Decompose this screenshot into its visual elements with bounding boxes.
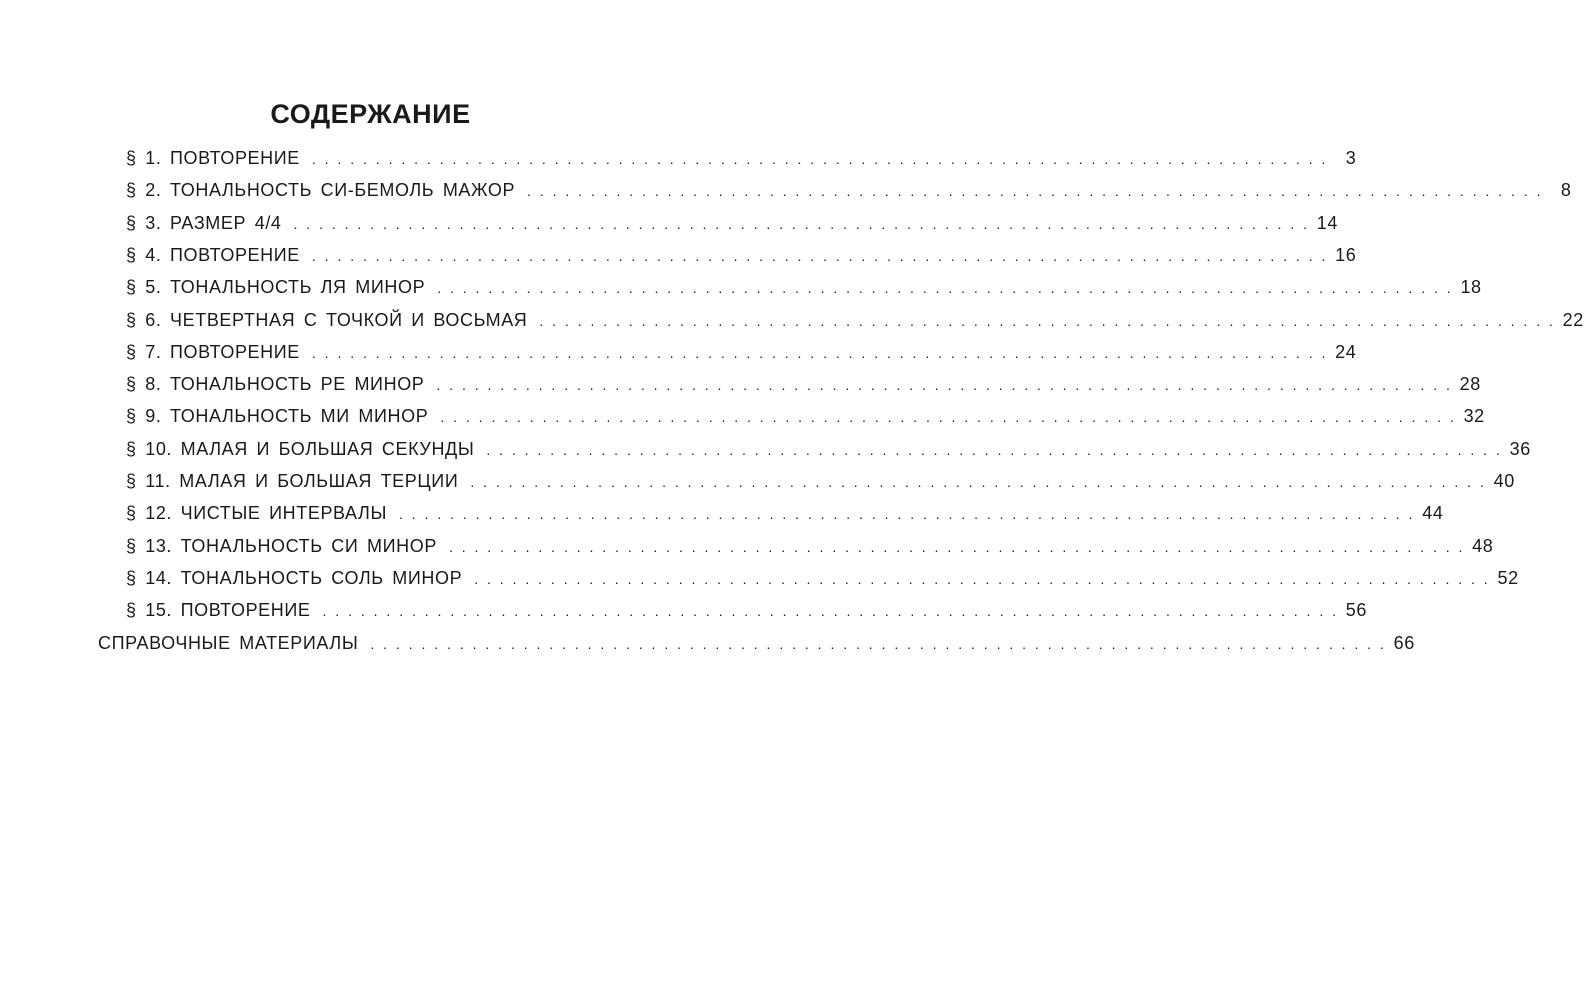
toc-entry-label: § 7. ПОВТОРЕНИЕ [126,341,300,362]
toc-entry-page: 3 [1345,148,1357,168]
toc-entry-page: 8 [1560,180,1572,201]
toc-entry-label: § 3. РАЗМЕР 4/4 [126,212,282,233]
toc-entry-label: § 9. ТОНАЛЬНОСТЬ МИ МИНОР [126,406,429,427]
toc-entry-page: 32 [1463,406,1485,427]
toc-entry-page: 66 [1393,632,1415,653]
toc-entry-leader: . . . . . . . . . . . . . . . . . . . . . . . . . . . . . . . . . . . . . . . . . . . . . . . . . . . . . . . . . . . . . . . . . . . . . . . . . . . . . . . . [370,635,1385,652]
toc-entry-page: 22 [1562,309,1584,330]
toc-entry[interactable] [126,497,1444,529]
toc-entry-leader: . . . . . . . . . . . . . . . . . . . . . . . . . . . . . . . . . . . . . . . . . . . . . . . . . . . . . . . . . . . . . . . . . . . . . . . . . . . . . . . . [440,409,1455,426]
toc-entry-leader: . . . . . . . . . . . . . . . . . . . . . . . . . . . . . . . . . . . . . . . . . . . . . . . . . . . . . . . . . . . . . . . . . . . . . . . . . . . . . . . . [448,538,1464,555]
toc-entry-leader: . . . . . . . . . . . . . . . . . . . . . . . . . . . . . . . . . . . . . . . . . . . . . . . . . . . . . . . . . . . . . . . . . . . . . . . . . . . . . . . . [437,280,1452,297]
toc-entry-leader: . . . . . . . . . . . . . . . . . . . . . . . . . . . . . . . . . . . . . . . . . . . . . . . . . . . . . . . . . . . . . . . . . . . . . . . . . . . . . . . . [436,377,1451,394]
toc-entry-leader: . . . . . . . . . . . . . . . . . . . . . . . . . . . . . . . . . . . . . . . . . . . . . . . . . . . . . . . . . . . . . . . . . . . . . . . . . . . . . . . . [322,603,1337,620]
toc-entry-leader: . . . . . . . . . . . . . . . . . . . . . . . . . . . . . . . . . . . . . . . . . . . . . . . . . . . . . . . . . . . . . . . . . . . . . . . . . . . . . . . . [486,441,1501,458]
toc-entry-page: 14 [1316,212,1338,233]
toc-entry-page: 24 [1335,341,1357,362]
toc-entry-label: § 6. ЧЕТВЕРТНАЯ С ТОЧКОЙ И ВОСЬМАЯ [126,309,528,330]
toc-entry-label: § 13. ТОНАЛЬНОСТЬ СИ МИНОР [126,535,437,556]
toc-entry[interactable] [126,304,1584,336]
toc-entry[interactable] [126,368,1481,400]
toc-entry[interactable] [126,142,1357,174]
toc-entry-page: 44 [1422,503,1444,524]
toc-entry-label: § 8. ТОНАЛЬНОСТЬ РЕ МИНОР [126,374,425,395]
toc-entry-label: СПРАВОЧНЫЕ МАТЕРИАЛЫ [98,632,359,653]
toc-entry-label: § 1. ПОВТОРЕНИЕ [126,148,300,168]
toc-entry-page: 36 [1509,438,1531,459]
toc-entry[interactable] [126,433,1531,465]
toc-entry-page: 40 [1493,471,1515,491]
toc-entry[interactable] [126,400,1485,432]
toc-entry-page: 56 [1345,600,1367,621]
toc-entry-leader: . . . . . . . . . . . . . . . . . . . . . . . . . . . . . . . . . . . . . . . . . . . . . . . . . . . . . . . . . . . . . . . . . . . . . . . . . . . . . . . . [470,474,1485,490]
toc-entry-leader: . . . . . . . . . . . . . . . . . . . . . . . . . . . . . . . . . . . . . . . . . . . . . . . . . . . . . . . . . . . . . . . . . . . . . . . . . . . . . . . . [311,151,1327,167]
toc-entry-leader: . . . . . . . . . . . . . . . . . . . . . . . . . . . . . . . . . . . . . . . . . . . . . . . . . . . . . . . . . . . . . . . . . . . . . . . . . . . . . . . . [311,247,1327,264]
toc-entry-label: § 10. МАЛАЯ И БОЛЬШАЯ СЕКУНДЫ [126,438,475,459]
toc-entry-label: § 5. ТОНАЛЬНОСТЬ ЛЯ МИНОР [126,277,426,298]
toc-entry[interactable] [126,562,1519,594]
toc-entry[interactable] [98,627,1415,659]
toc-entry[interactable] [126,271,1482,303]
toc-entry-page: 18 [1460,277,1482,298]
toc-entry[interactable] [126,174,1572,206]
toc-entry-label: § 4. ПОВТОРЕНИЕ [126,244,300,265]
toc-entry-label: § 2. ТОНАЛЬНОСТЬ СИ-БЕМОЛЬ МАЖОР [126,180,516,201]
toc-entry-label: § 14. ТОНАЛЬНОСТЬ СОЛЬ МИНОР [126,567,463,588]
toc-entry[interactable] [126,336,1357,368]
toc-entry-leader: . . . . . . . . . . . . . . . . . . . . . . . . . . . . . . . . . . . . . . . . . . . . . . . . . . . . . . . . . . . . . . . . . . . . . . . . . . . . . . . . [399,506,1414,523]
toc-entry-page: 52 [1497,567,1519,588]
toc-entry[interactable] [126,465,1515,497]
toc-entry-leader: . . . . . . . . . . . . . . . . . . . . . . . . . . . . . . . . . . . . . . . . . . . . . . . . . . . . . . . . . . . . . . . . . . . . . . . . . . . . . . . . [527,183,1542,200]
toc-title: СОДЕРЖАНИЕ [270,99,471,129]
toc-entry-label: § 15. ПОВТОРЕНИЕ [126,600,311,621]
toc-entry[interactable] [126,594,1367,626]
toc-entry[interactable] [126,207,1338,239]
toc-entry[interactable] [126,530,1494,562]
toc-entry-leader: . . . . . . . . . . . . . . . . . . . . . . . . . . . . . . . . . . . . . . . . . . . . . . . . . . . . . . . . . . . . . . . . . . . . . . . . . . . . . . . . [474,570,1489,587]
toc-entry-label: § 12. ЧИСТЫЕ ИНТЕРВАЛЫ [126,503,388,524]
toc-entry-leader: . . . . . . . . . . . . . . . . . . . . . . . . . . . . . . . . . . . . . . . . . . . . . . . . . . . . . . . . . . . . . . . . . . . . . . . . . . . . . . . . [539,312,1554,329]
toc-entry[interactable] [126,239,1357,271]
toc-entry-page: 16 [1335,244,1357,265]
toc-entry-page: 28 [1459,374,1481,395]
toc-entry-label: § 11. МАЛАЯ И БОЛЬШАЯ ТЕРЦИИ [126,471,459,491]
toc-entry-leader: . . . . . . . . . . . . . . . . . . . . . . . . . . . . . . . . . . . . . . . . . . . . . . . . . . . . . . . . . . . . . . . . . . . . . . . . . . . . . . . . [311,344,1327,361]
toc-entry-page: 48 [1472,535,1494,556]
toc-entry-leader: . . . . . . . . . . . . . . . . . . . . . . . . . . . . . . . . . . . . . . . . . . . . . . . . . . . . . . . . . . . . . . . . . . . . . . . . . . . . . . . . [293,215,1308,232]
